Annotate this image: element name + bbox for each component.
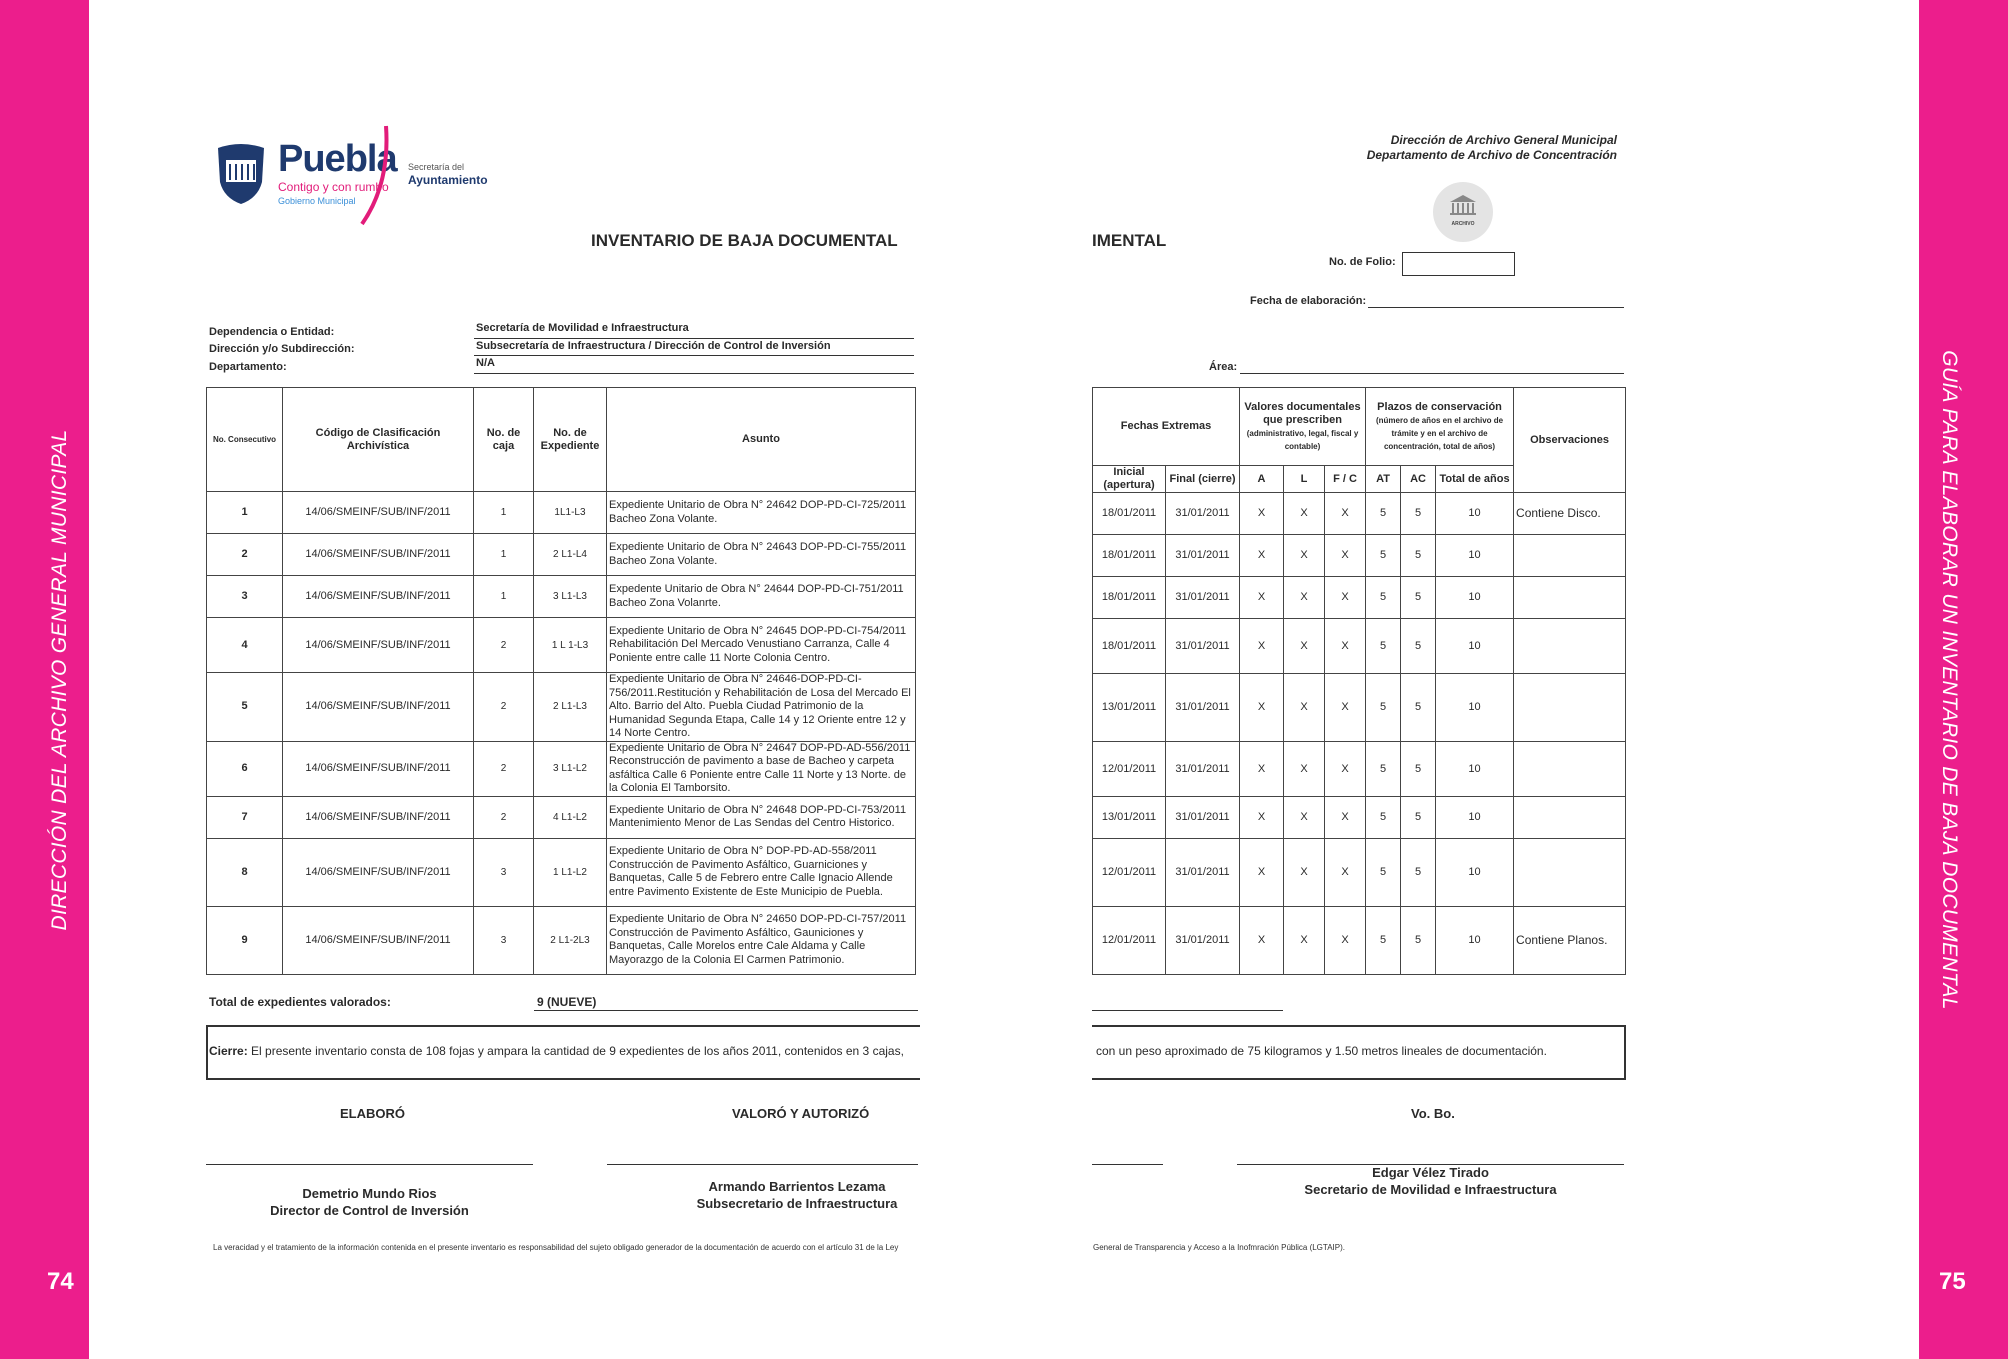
row-caja: 1 bbox=[474, 534, 534, 576]
folio-input[interactable] bbox=[1402, 252, 1515, 276]
row-at: 5 bbox=[1366, 674, 1401, 742]
elaboro-signer bbox=[206, 1185, 533, 1219]
row-a: X bbox=[1240, 577, 1284, 619]
area-line bbox=[1240, 373, 1624, 374]
row-total: 10 bbox=[1436, 674, 1514, 742]
row-final: 31/01/2011 bbox=[1166, 839, 1240, 907]
row-at: 5 bbox=[1366, 619, 1401, 674]
row-codigo: 14/06/SMEINF/SUB/INF/2011 bbox=[283, 906, 474, 974]
dependencia-value: Secretaría de Movilidad e Infraestructura bbox=[476, 322, 689, 334]
header-l: L bbox=[1284, 466, 1325, 493]
row-fc: X bbox=[1325, 674, 1366, 742]
table-row bbox=[1093, 493, 1626, 535]
header-total-anios: Total de años bbox=[1436, 466, 1514, 493]
row-ac: 5 bbox=[1401, 742, 1436, 797]
row-codigo: 14/06/SMEINF/SUB/INF/2011 bbox=[283, 838, 474, 906]
row-total: 10 bbox=[1436, 907, 1514, 975]
table-row bbox=[1093, 535, 1626, 577]
row-observaciones bbox=[1514, 742, 1626, 797]
row-total: 10 bbox=[1436, 742, 1514, 797]
header-observaciones: Observaciones bbox=[1514, 388, 1626, 493]
row-asunto: Expediente Unitario de Obra N° 24650 DOP-PD-CI-757/2011 Construcción de Pavimento Asfáltico, Gauniciones y Banquetas, Calle Morelos entre Cale Aldama y Calle Mayorazgo de la Colonia El Carmen Patrimonio. bbox=[607, 906, 916, 974]
row-l: X bbox=[1284, 797, 1325, 839]
row-expediente: 4 L1-L2 bbox=[534, 796, 607, 838]
row-codigo: 14/06/SMEINF/SUB/INF/2011 bbox=[283, 618, 474, 673]
dependencia-line bbox=[474, 338, 914, 339]
title-right: IMENTAL bbox=[1092, 231, 1167, 250]
row-ac: 5 bbox=[1401, 619, 1436, 674]
row-asunto: Expediente Unitario de Obra N° 24642 DOP-PD-CI-725/2011 Bacheo Zona Volante. bbox=[607, 492, 916, 534]
row-expediente: 3 L1-L3 bbox=[534, 576, 607, 618]
footer-left: La veracidad y el tratamiento de la información contenida en el presente inventario es responsabilidad del sujeto obligado generador de la documentación de acuerdo con el artículo 31 de la Ley bbox=[213, 1243, 899, 1252]
row-asunto: Expediente Unitario de Obra N° 24647 DOP-PD-AD-556/2011 Reconstrucción de pavimento a base de Bacheo y carpeta asfáltica Calle 6 Poniente entre Calle 11 Norte y 13 Norte. de la Colonia El Tamborsito. bbox=[607, 741, 916, 796]
left-side-band bbox=[0, 0, 89, 1359]
row-expediente: 2 L1-L4 bbox=[534, 534, 607, 576]
row-observaciones bbox=[1514, 674, 1626, 742]
row-codigo: 14/06/SMEINF/SUB/INF/2011 bbox=[283, 534, 474, 576]
logo-gov: Gobierno Municipal bbox=[278, 196, 356, 206]
row-observaciones bbox=[1514, 839, 1626, 907]
row-total: 10 bbox=[1436, 535, 1514, 577]
row-inicial: 12/01/2011 bbox=[1093, 742, 1166, 797]
header-department: Departamento de Archivo de Concentración bbox=[1366, 148, 1617, 162]
left-header-row bbox=[207, 388, 916, 492]
row-at: 5 bbox=[1366, 493, 1401, 535]
table-row bbox=[1093, 674, 1626, 742]
table-row bbox=[1093, 619, 1626, 674]
row-observaciones bbox=[1514, 619, 1626, 674]
row-final: 31/01/2011 bbox=[1166, 674, 1240, 742]
header-plazos-sub: (número de años en el archivo de trámite y en el archivo de concentración, total de años) bbox=[1375, 415, 1504, 451]
row-expediente: 1 L 1-L3 bbox=[534, 618, 607, 673]
vobo-signature-line-left bbox=[1092, 1164, 1163, 1165]
header-codigo: Código de Clasificación Archivística bbox=[283, 388, 474, 492]
row-l: X bbox=[1284, 674, 1325, 742]
header-fechas-extremas: Fechas Extremas bbox=[1093, 388, 1240, 466]
row-caja: 2 bbox=[474, 673, 534, 742]
right-header-row-1 bbox=[1093, 388, 1626, 466]
row-no: 8 bbox=[207, 838, 283, 906]
table-row bbox=[207, 576, 916, 618]
row-a: X bbox=[1240, 493, 1284, 535]
closing-label: Cierre: bbox=[209, 1044, 248, 1058]
row-total: 10 bbox=[1436, 577, 1514, 619]
departamento-value: N/A bbox=[476, 357, 495, 369]
row-expediente: 2 L1-2L3 bbox=[534, 906, 607, 974]
row-inicial: 18/01/2011 bbox=[1093, 619, 1166, 674]
row-ac: 5 bbox=[1401, 577, 1436, 619]
left-page-number: 74 bbox=[47, 1268, 74, 1295]
fecha-line bbox=[1368, 307, 1624, 308]
row-l: X bbox=[1284, 493, 1325, 535]
row-at: 5 bbox=[1366, 742, 1401, 797]
row-ac: 5 bbox=[1401, 535, 1436, 577]
valoro-signer bbox=[607, 1178, 987, 1212]
row-codigo: 14/06/SMEINF/SUB/INF/2011 bbox=[283, 576, 474, 618]
row-inicial: 18/01/2011 bbox=[1093, 535, 1166, 577]
inventory-table-right bbox=[1092, 387, 1626, 975]
row-caja: 3 bbox=[474, 838, 534, 906]
row-no: 4 bbox=[207, 618, 283, 673]
row-observaciones bbox=[1514, 535, 1626, 577]
row-asunto: Expedente Unitario de Obra N° 24644 DOP-PD-CI-751/2011 Bacheo Zona Volanrte. bbox=[607, 576, 916, 618]
row-asunto: Expediente Unitario de Obra N° 24643 DOP-PD-CI-755/2011 Bacheo Zona Volante. bbox=[607, 534, 916, 576]
table-row bbox=[1093, 839, 1626, 907]
row-l: X bbox=[1284, 619, 1325, 674]
row-l: X bbox=[1284, 577, 1325, 619]
header-plazos bbox=[1366, 388, 1514, 466]
vobo-label: Vo. Bo. bbox=[1411, 1106, 1455, 1121]
logo-brand: Puebla bbox=[278, 138, 397, 180]
row-a: X bbox=[1240, 839, 1284, 907]
row-expediente: 1 L1-L2 bbox=[534, 838, 607, 906]
row-no: 2 bbox=[207, 534, 283, 576]
title-left: INVENTARIO DE BAJA DOCUMENTAL bbox=[591, 231, 898, 250]
row-observaciones bbox=[1514, 797, 1626, 839]
row-caja: 2 bbox=[474, 741, 534, 796]
valoro-label: VALORÓ Y AUTORIZÓ bbox=[732, 1106, 870, 1121]
row-l: X bbox=[1284, 535, 1325, 577]
row-total: 10 bbox=[1436, 797, 1514, 839]
row-no: 3 bbox=[207, 576, 283, 618]
direccion-line bbox=[474, 355, 914, 356]
archive-seal bbox=[1433, 182, 1493, 242]
table-row bbox=[207, 741, 916, 796]
header-inicial: Inicial (apertura) bbox=[1093, 466, 1166, 493]
row-observaciones: Contiene Planos. bbox=[1514, 907, 1626, 975]
direccion-value: Subsecretaría de Infraestructura / Dirección de Control de Inversión bbox=[476, 340, 831, 352]
row-caja: 2 bbox=[474, 618, 534, 673]
row-ac: 5 bbox=[1401, 907, 1436, 975]
table-row bbox=[207, 534, 916, 576]
header-valores bbox=[1240, 388, 1366, 466]
right-band-title: GUÍA PARA ELABORAR UN INVENTARIO DE BAJA DOCUMENTAL bbox=[1938, 350, 1961, 1010]
elaboro-name: Demetrio Mundo Rios bbox=[302, 1186, 437, 1201]
row-final: 31/01/2011 bbox=[1166, 577, 1240, 619]
seal-text: ARCHIVO bbox=[1451, 221, 1475, 227]
row-ac: 5 bbox=[1401, 797, 1436, 839]
row-final: 31/01/2011 bbox=[1166, 535, 1240, 577]
row-at: 5 bbox=[1366, 839, 1401, 907]
table-row bbox=[207, 618, 916, 673]
pink-swoosh-icon bbox=[360, 124, 390, 228]
row-codigo: 14/06/SMEINF/SUB/INF/2011 bbox=[283, 796, 474, 838]
header-a: A bbox=[1240, 466, 1284, 493]
row-codigo: 14/06/SMEINF/SUB/INF/2011 bbox=[283, 741, 474, 796]
header-no-consecutivo: No. Consecutivo bbox=[207, 388, 283, 492]
row-at: 5 bbox=[1366, 535, 1401, 577]
left-band-title: DIRECCIÓN DEL ARCHIVO GENERAL MUNICIPAL bbox=[48, 429, 71, 931]
dependencia-label: Dependencia o Entidad: bbox=[209, 326, 335, 338]
row-caja: 1 bbox=[474, 576, 534, 618]
row-codigo: 14/06/SMEINF/SUB/INF/2011 bbox=[283, 492, 474, 534]
row-no: 5 bbox=[207, 673, 283, 742]
row-inicial: 18/01/2011 bbox=[1093, 577, 1166, 619]
table-row bbox=[207, 796, 916, 838]
row-final: 31/01/2011 bbox=[1166, 742, 1240, 797]
header-valores-sub: (administrativo, legal, fiscal y contable) bbox=[1246, 428, 1359, 451]
row-fc: X bbox=[1325, 797, 1366, 839]
valoro-title: Subsecretario de Infraestructura bbox=[696, 1196, 898, 1211]
closing-text-left bbox=[209, 1044, 904, 1058]
total-value: 9 (NUEVE) bbox=[537, 995, 597, 1009]
row-inicial: 13/01/2011 bbox=[1093, 797, 1166, 839]
total-label: Total de expedientes valorados: bbox=[209, 995, 391, 1009]
row-ac: 5 bbox=[1401, 493, 1436, 535]
logo-tagline: Contigo y con rumbo bbox=[278, 180, 389, 194]
row-no: 1 bbox=[207, 492, 283, 534]
table-row bbox=[1093, 577, 1626, 619]
header-plazos-title: Plazos de conservación bbox=[1377, 400, 1502, 413]
row-l: X bbox=[1284, 907, 1325, 975]
header-valores-title: Valores documentales que prescriben bbox=[1244, 400, 1361, 426]
row-a: X bbox=[1240, 619, 1284, 674]
row-a: X bbox=[1240, 907, 1284, 975]
table-row bbox=[1093, 742, 1626, 797]
row-a: X bbox=[1240, 742, 1284, 797]
direccion-label: Dirección y/o Subdirección: bbox=[209, 343, 355, 355]
total-line bbox=[534, 1010, 918, 1011]
row-final: 31/01/2011 bbox=[1166, 493, 1240, 535]
row-total: 10 bbox=[1436, 839, 1514, 907]
row-l: X bbox=[1284, 742, 1325, 797]
archive-building-icon bbox=[1448, 194, 1478, 216]
row-caja: 3 bbox=[474, 906, 534, 974]
table-row bbox=[207, 673, 916, 742]
row-fc: X bbox=[1325, 619, 1366, 674]
row-asunto: Expediente Unitario de Obra N° DOP-PD-AD-558/2011 Construcción de Pavimento Asfáltico, Guarniciones y Banquetas, Calle 5 de Febrero entre Calle Ignacio Allende entre Pavimento Existente de Este Municipio de Puebla. bbox=[607, 838, 916, 906]
departamento-label: Departamento: bbox=[209, 361, 287, 373]
header-ac: AC bbox=[1401, 466, 1436, 493]
folio-label: No. de Folio: bbox=[1329, 256, 1396, 268]
row-ac: 5 bbox=[1401, 674, 1436, 742]
vobo-name: Edgar Vélez Tirado bbox=[1372, 1165, 1489, 1180]
row-ac: 5 bbox=[1401, 839, 1436, 907]
puebla-logo bbox=[212, 124, 492, 228]
city-shield-icon bbox=[214, 142, 268, 206]
row-final: 31/01/2011 bbox=[1166, 907, 1240, 975]
header-caja: No. de caja bbox=[474, 388, 534, 492]
row-no: 7 bbox=[207, 796, 283, 838]
row-fc: X bbox=[1325, 907, 1366, 975]
row-inicial: 12/01/2011 bbox=[1093, 839, 1166, 907]
logo-secretaria-line2: Ayuntamiento bbox=[408, 173, 488, 187]
row-asunto: Expediente Unitario de Obra N° 24646-DOP-PD-CI-756/2011.Restitución y Rehabilitación de Losa del Mercado El Alto. Barrio del Alto. Puebla Ciudad Patrimonio de la Humanidad Segunda Etapa, Calle 14 y 12 Oriente entre 12 y 14 Norte Centro. bbox=[607, 673, 916, 742]
table-row bbox=[207, 838, 916, 906]
row-observaciones: Contiene Disco. bbox=[1514, 493, 1626, 535]
row-no: 6 bbox=[207, 741, 283, 796]
vobo-title: Secretario de Movilidad e Infraestructura bbox=[1304, 1182, 1557, 1197]
row-a: X bbox=[1240, 797, 1284, 839]
row-no: 9 bbox=[207, 906, 283, 974]
inventory-table-left bbox=[206, 387, 916, 975]
row-total: 10 bbox=[1436, 493, 1514, 535]
row-expediente: 2 L1-L3 bbox=[534, 673, 607, 742]
elaboro-label: ELABORÓ bbox=[340, 1106, 405, 1121]
header-asunto: Asunto bbox=[607, 388, 916, 492]
footer-right: General de Transparencia y Acceso a la Inofmración Pública (LGTAIP). bbox=[1093, 1243, 1345, 1252]
row-final: 31/01/2011 bbox=[1166, 619, 1240, 674]
right-side-band bbox=[1919, 0, 2008, 1359]
row-a: X bbox=[1240, 535, 1284, 577]
header-expediente: No. de Expediente bbox=[534, 388, 607, 492]
row-fc: X bbox=[1325, 535, 1366, 577]
row-observaciones bbox=[1514, 577, 1626, 619]
closing-body-left: El presente inventario consta de 108 fojas y ampara la cantidad de 9 expedientes de los años 2011, contenidos en 3 cajas, bbox=[251, 1044, 904, 1058]
row-fc: X bbox=[1325, 493, 1366, 535]
valoro-signature-line bbox=[607, 1164, 918, 1165]
right-page-number: 75 bbox=[1939, 1268, 1966, 1295]
row-inicial: 12/01/2011 bbox=[1093, 907, 1166, 975]
row-total: 10 bbox=[1436, 619, 1514, 674]
header-direction: Dirección de Archivo General Municipal bbox=[1390, 133, 1617, 147]
row-fc: X bbox=[1325, 839, 1366, 907]
vobo-signer bbox=[1237, 1164, 1624, 1198]
logo-secretaria-line1: Secretaría del bbox=[408, 162, 465, 172]
row-asunto: Expediente Unitario de Obra N° 24645 DOP-PD-CI-754/2011 Rehabilitación Del Mercado Venustiano Carranza, Calle 4 Poniente entre calle 11 Norte Colonia Centro. bbox=[607, 618, 916, 673]
table-row bbox=[1093, 907, 1626, 975]
row-expediente: 3 L1-L2 bbox=[534, 741, 607, 796]
area-label: Área: bbox=[1209, 361, 1238, 373]
elaboro-signature-line bbox=[206, 1164, 533, 1165]
row-caja: 1 bbox=[474, 492, 534, 534]
row-fc: X bbox=[1325, 742, 1366, 797]
row-expediente: 1L1-L3 bbox=[534, 492, 607, 534]
closing-text-right: con un peso aproximado de 75 kilogramos y 1.50 metros lineales de documentación. bbox=[1096, 1044, 1547, 1058]
total-line-right bbox=[1092, 1010, 1283, 1011]
fecha-label: Fecha de elaboración: bbox=[1250, 295, 1367, 307]
row-l: X bbox=[1284, 839, 1325, 907]
row-at: 5 bbox=[1366, 577, 1401, 619]
row-asunto: Expediente Unitario de Obra N° 24648 DOP-PD-CI-753/2011 Mantenimiento Menor de Las Sendas del Centro Historico. bbox=[607, 796, 916, 838]
departamento-line bbox=[474, 373, 914, 374]
header-at: AT bbox=[1366, 466, 1401, 493]
row-codigo: 14/06/SMEINF/SUB/INF/2011 bbox=[283, 673, 474, 742]
header-fc: F / C bbox=[1325, 466, 1366, 493]
row-caja: 2 bbox=[474, 796, 534, 838]
row-a: X bbox=[1240, 674, 1284, 742]
row-inicial: 18/01/2011 bbox=[1093, 493, 1166, 535]
row-at: 5 bbox=[1366, 797, 1401, 839]
row-final: 31/01/2011 bbox=[1166, 797, 1240, 839]
table-row bbox=[1093, 797, 1626, 839]
valoro-name: Armando Barrientos Lezama bbox=[708, 1179, 886, 1194]
table-row bbox=[207, 492, 916, 534]
header-final: Final (cierre) bbox=[1166, 466, 1240, 493]
row-fc: X bbox=[1325, 577, 1366, 619]
elaboro-title: Director de Control de Inversión bbox=[270, 1203, 469, 1218]
row-inicial: 13/01/2011 bbox=[1093, 674, 1166, 742]
table-row bbox=[207, 906, 916, 974]
row-at: 5 bbox=[1366, 907, 1401, 975]
